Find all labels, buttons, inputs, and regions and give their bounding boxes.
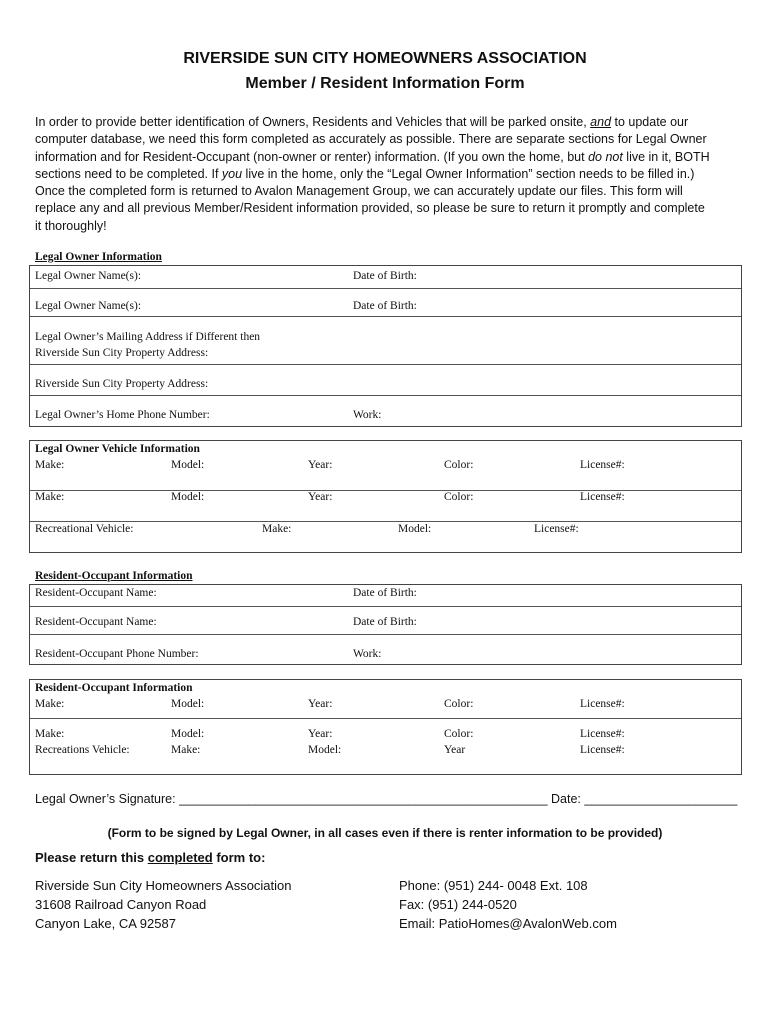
vehicle-color-label: Color: <box>444 698 474 710</box>
property-address-label: Riverside Sun City Property Address: <box>35 378 209 390</box>
vehicle-year-label: Year: <box>308 491 333 503</box>
vehicle-model-label: Model: <box>171 728 205 740</box>
owner-name-label-2: Legal Owner Name(s): <box>35 300 142 312</box>
legal-owner-section <box>29 265 742 427</box>
vehicle-license-label: License#: <box>580 728 625 740</box>
work-phone-label: Work: <box>353 409 382 421</box>
vehicle-make-label: Make: <box>35 459 65 471</box>
resident-name-label-1: Resident-Occupant Name: <box>35 587 157 599</box>
rv-year-label: Year <box>444 744 466 756</box>
resident-heading: Resident-Occupant Information <box>35 570 193 582</box>
vehicle-color-label: Color: <box>444 728 474 740</box>
mailing-address-label-1: Legal Owner’s Mailing Address if Different then <box>35 331 261 343</box>
resident-dob-label-2: Date of Birth: <box>353 616 417 628</box>
vehicle-make-label: Make: <box>35 728 65 740</box>
rv-make-label: Make: <box>262 523 292 535</box>
rv-label: Recreations Vehicle: <box>35 744 130 756</box>
rv-model-label: Model: <box>398 523 432 535</box>
vehicle-year-label: Year: <box>308 459 333 471</box>
return-city: Canyon Lake, CA 92587 <box>35 916 176 931</box>
rv-make-label: Make: <box>171 744 201 756</box>
owner-vehicle-section <box>29 440 742 553</box>
vehicle-make-label: Make: <box>35 491 65 503</box>
contact-fax: Fax: (951) 244-0520 <box>399 897 517 912</box>
vehicle-year-label: Year: <box>308 698 333 710</box>
vehicle-model-label: Model: <box>171 459 205 471</box>
legal-owner-heading: Legal Owner Information <box>35 251 162 263</box>
resident-work-label: Work: <box>353 648 382 660</box>
rv-license-label: License#: <box>580 744 625 756</box>
vehicle-year-label: Year: <box>308 728 333 740</box>
signature-line[interactable]: Legal Owner’s Signature: _____________________________________________________ Date: ______________________ <box>35 792 738 806</box>
vehicle-color-label: Color: <box>444 491 474 503</box>
vehicle-model-label: Model: <box>171 698 205 710</box>
intro-paragraph: In order to provide better identification of Owners, Residents and Vehicles that will be parked onsite, and to update our computer database, we need this form completed as accurately as possible. There are separate sections for Legal Owner information and for Resident-Occupant (non-owner or renter) information. (If you own the home, but do not live in it, BOTH sections need to be completed. If you live in the home, only the “Legal Owner Information” section needs to be filled in.) Once the completed form is returned to Avalon Management Group, we can accurately update our files. This form will replace any and all previous Member/Resident information provided, so please be sure to return it promptly and complete it thoroughly! <box>35 115 710 233</box>
resident-name-label-2: Resident-Occupant Name: <box>35 616 157 628</box>
rv-model-label: Model: <box>308 744 342 756</box>
resident-vehicle-heading: Resident-Occupant Information <box>35 682 193 694</box>
owner-dob-label-2: Date of Birth: <box>353 300 417 312</box>
resident-phone-label: Resident-Occupant Phone Number: <box>35 648 199 660</box>
vehicle-model-label: Model: <box>171 491 205 503</box>
owner-vehicle-heading: Legal Owner Vehicle Information <box>35 443 200 455</box>
return-heading: Please return this completed form to: <box>35 850 266 865</box>
contact-phone: Phone: (951) 244- 0048 Ext. 108 <box>399 878 588 893</box>
rv-license-label: License#: <box>534 523 579 535</box>
resident-vehicle-section <box>29 679 742 775</box>
signing-note: (Form to be signed by Legal Owner, in all cases even if there is renter information to be provided) <box>107 826 663 840</box>
home-phone-label: Legal Owner’s Home Phone Number: <box>35 409 210 421</box>
resident-dob-label-1: Date of Birth: <box>353 587 417 599</box>
vehicle-license-label: License#: <box>580 698 625 710</box>
contact-email[interactable]: Email: PatioHomes@AvalonWeb.com <box>399 916 617 931</box>
owner-name-label-1: Legal Owner Name(s): <box>35 270 142 282</box>
vehicle-license-label: License#: <box>580 491 625 503</box>
vehicle-license-label: License#: <box>580 459 625 471</box>
return-street: 31608 Railroad Canyon Road <box>35 897 207 912</box>
form-subtitle: Member / Resident Information Form <box>245 75 525 92</box>
owner-dob-label-1: Date of Birth: <box>353 270 417 282</box>
resident-section <box>29 584 742 665</box>
mailing-address-label-2: Riverside Sun City Property Address: <box>35 347 209 359</box>
vehicle-color-label: Color: <box>444 459 474 471</box>
vehicle-make-label: Make: <box>35 698 65 710</box>
rv-label: Recreational Vehicle: <box>35 523 134 535</box>
return-org: Riverside Sun City Homeowners Association <box>35 878 292 893</box>
form-title: RIVERSIDE SUN CITY HOMEOWNERS ASSOCIATION <box>183 50 587 67</box>
